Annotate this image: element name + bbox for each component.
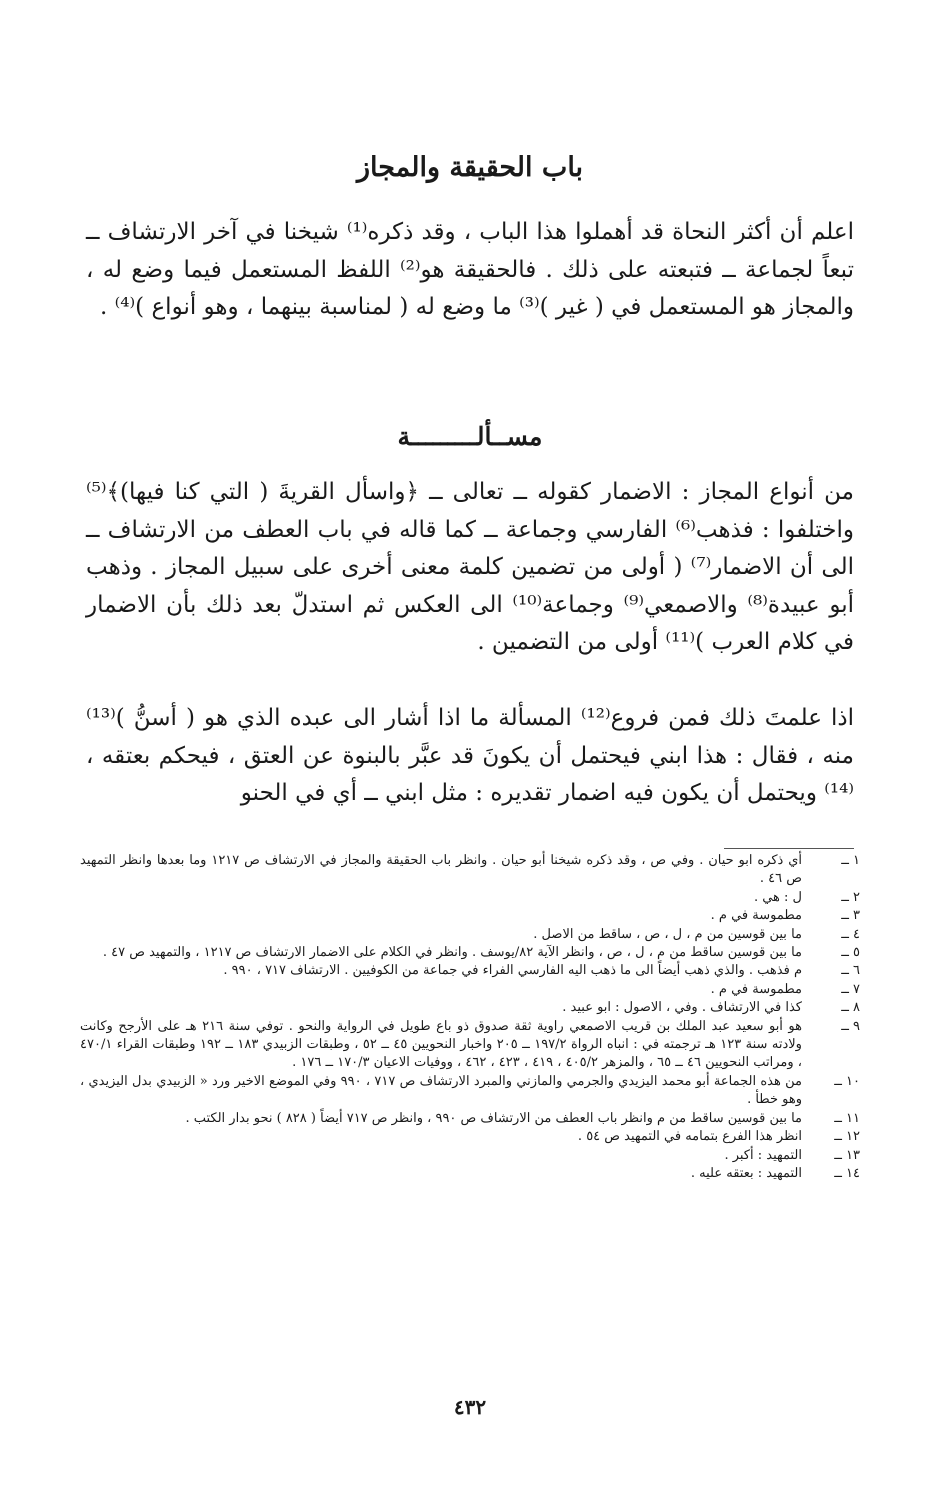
footnote-number: ٥ ــ bbox=[841, 945, 860, 961]
footnote-number: ٧ ــ bbox=[841, 981, 860, 997]
footnote-item bbox=[80, 926, 860, 944]
section-heading: مســألـــــــــة bbox=[397, 422, 543, 451]
footnote-text: مطموسة في م . bbox=[710, 981, 802, 997]
chapter-title: باب الحقيقة والمجاز bbox=[356, 152, 584, 183]
footnote-item bbox=[80, 981, 860, 999]
footnote-item bbox=[80, 1147, 860, 1165]
footnote-item bbox=[80, 1128, 860, 1146]
footnote-text: ما بين قوسين ساقط من م وانظر باب العطف من الارتشاف ص ٩٩٠ ، وانظر ص ٧١٧ أيضاً ( ٨٢٨ ) نحو بدار الكتب . bbox=[185, 1110, 802, 1126]
footnote-number: ١٣ ــ bbox=[834, 1147, 860, 1163]
footnote-number: ٩ ــ bbox=[841, 1018, 860, 1034]
footnote-number: ١٢ ــ bbox=[834, 1129, 860, 1145]
footnote-text: كذا في الارتشاف . وفي ، الاصول : ابو عبيد . bbox=[562, 1000, 802, 1016]
body-paragraph-2: اذا علمتَ ذلك فمن فروع⁽¹²⁾ المسألة ما اذا أشار الى عبده الذي هو ( أسنُّ )⁽¹³⁾ منه ، فقال : هذا ابني فيحتمل أن يكونَ قد عبَّر بالبنوة عن العتق ، فيحكم بعتقه ،⁽¹⁴⁾ ويحتمل أن يكون فيه اضمار تقديره : مثل ابني ــ أي في الحنو bbox=[86, 705, 854, 806]
footnote-number: ٨ ــ bbox=[841, 1000, 860, 1016]
footnote-item bbox=[80, 999, 860, 1017]
footnote-text: التمهيد : أكبر . bbox=[724, 1147, 802, 1163]
footnote-item bbox=[80, 1110, 860, 1128]
footnote-text: من هذه الجماعة أبو محمد اليزيدي والجرمي والمازني والمبرد الارتشاف ص ٧١٧ ، ٩٩٠ وفي الموضع الاخير ورد « الزبيدي بدل اليزيدي ، وهو خطأ . bbox=[80, 1073, 802, 1108]
footnotes-list bbox=[80, 852, 860, 1183]
page-number: ٤٣٢ bbox=[453, 1395, 487, 1419]
footnote-number: ١١ ــ bbox=[834, 1110, 860, 1126]
footnote-text: هو أبو سعيد عبد الملك بن قريب الاصمعي راوية ثقة صدوق ذو باع طويل في الرواية والنحو . توفي سنة ٢١٦ هـ على الأرجح وكانت ولادته سنة ١٢٣ هـ ترجمته في : انباه الرواة ١٩٧/٢ ــ ٢٠٥ واخبار النحويين ٤٥ ــ ٥٢ ، وطبقات الزبيدي ١٨٣ ــ ١٩٢ وطبقات القراء ٤٧٠/١ ، ومراتب النحويين ٤٦ ــ ٦٥ ، والمزهر ٤٠٥/٢ ، ٤١٩ ، ٤٢٣ ، ٤٦٢ ، ووفيات الاعيان ١٧٠/٣ ــ ١٧٦ . bbox=[80, 1018, 802, 1071]
footnote-number: ١ ــ bbox=[841, 853, 860, 868]
footnote-number: ١٠ ــ bbox=[834, 1073, 860, 1089]
footnote-item bbox=[80, 1018, 860, 1073]
footnote-item bbox=[80, 907, 860, 925]
footnote-text: ل : هي . bbox=[753, 889, 802, 905]
footnote-text: التمهيد : بعتقه عليه . bbox=[690, 1165, 802, 1181]
footnote-number: ٢ ــ bbox=[841, 889, 860, 905]
footnote-item bbox=[80, 1165, 860, 1183]
footnote-number: ١٤ ــ bbox=[834, 1165, 860, 1181]
footnote-item bbox=[80, 962, 860, 980]
footnote-item bbox=[80, 1073, 860, 1110]
footnote-text: انظر هذا الفرع بتمامه في التمهيد ص ٥٤ . bbox=[577, 1129, 802, 1145]
intro-paragraph: اعلم أن أكثر النحاة قد أهملوا هذا الباب ، وقد ذكره⁽¹⁾ شيخنا في آخر الارتشاف ــ تبعاً لجماعة ــ فتبعته على ذلك . فالحقيقة هو⁽²⁾ اللفظ المستعمل فيما وضع له ، والمجاز هو المستعمل في ( غير )⁽³⁾ ما وضع له ( لمناسبة بينهما ، وهو أنواع )⁽⁴⁾ . bbox=[86, 219, 854, 320]
body-paragraph-1: من أنواع المجاز : الاضمار كقوله ــ تعالى ــ ﴿واسأل القريةَ ( التي كنا فيها)﴾⁽⁵⁾واختلفوا : فذهب⁽⁶⁾ الفارسي وجماعة ــ كما قاله في باب العطف من الارتشاف ــ الى أن الاضمار⁽⁷⁾ ( أولى من تضمين كلمة معنى أخرى على سبيل المجاز . وذهب أبو عبيدة⁽⁸⁾ والاصمعي⁽⁹⁾ وجماعة⁽¹⁰⁾ الى العكس ثم استدلّ بعد ذلك بأن الاضمار في كلام العرب )⁽¹¹⁾ أولى من التضمين . bbox=[86, 479, 855, 655]
footnote-item bbox=[80, 852, 860, 889]
footnote-item bbox=[80, 889, 860, 907]
footnote-text: مطموسة في م . bbox=[710, 908, 802, 924]
footnote-text: ما بين قوسين ساقط من م ، ل ، ص ، وانظر الآية ٨٢/يوسف . وانظر في الكلام على الاضمار الارتشاف ص ١٢١٧ ، والتمهيد ص ٤٧ . bbox=[102, 945, 802, 961]
footnote-item bbox=[80, 944, 860, 962]
footnote-text: أي ذكره ابو حيان . وفي ص ، وقد ذكره شيخنا أبو حيان . وانظر باب الحقيقة والمجاز في الارتشاف ص ١٢١٧ وما بعدها وانظر التمهيد ص ٤٦ . bbox=[80, 853, 803, 887]
footnote-divider bbox=[724, 848, 854, 849]
footnote-text: م فذهب . والذي ذهب أيضاً الى ما ذهب اليه الفارسي الفراء في جماعة من الكوفيين . الارتشاف ٧١٧ ، ٩٩٠ . bbox=[223, 963, 802, 979]
footnote-number: ٦ ــ bbox=[841, 963, 860, 979]
footnote-number: ٤ ــ bbox=[841, 926, 860, 942]
footnote-text: ما بين قوسين من م ، ل ، ص ، ساقط من الاصل . bbox=[533, 926, 802, 942]
footnote-number: ٣ ــ bbox=[841, 908, 860, 924]
